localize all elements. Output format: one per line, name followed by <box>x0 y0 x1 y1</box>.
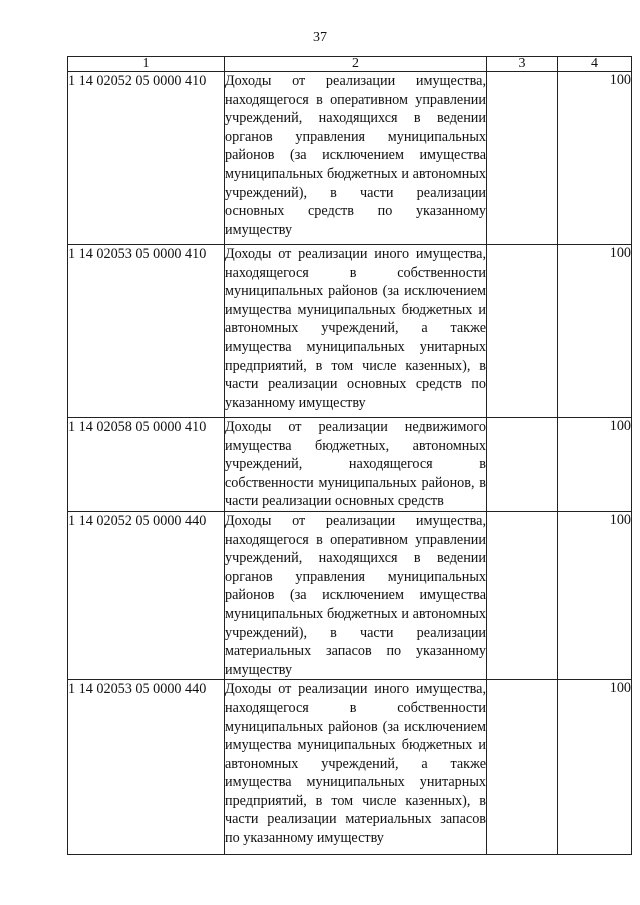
table-row <box>68 245 632 418</box>
row-col3 <box>487 418 558 512</box>
row-code: 1 14 02052 05 0000 440 <box>68 511 225 679</box>
header-col-3: 3 <box>487 57 558 72</box>
row-col3 <box>487 680 558 855</box>
header-col-2: 2 <box>225 57 487 72</box>
row-description: Доходы от реализации иного имущества, находящегося в собственности муниципальных районов (за исключением имущества муниципальных бюджетных и автономных учреждений, а также имущества муниципальных унитарных предприятий, в том числе казенных), в части реализации материальных запасов по указанному имуществу <box>225 680 487 855</box>
page-number: 37 <box>313 30 327 45</box>
row-col3 <box>487 72 558 245</box>
table-header-row <box>68 57 632 72</box>
row-description: Доходы от реализации имущества, находящегося в оперативном управлении учреждений, находящихся в ведении органов управления муниципальных районов (за исключением имущества муниципальных бюджетных и автономных учреждений), в части реализации основных средств по указанному имуществу <box>225 72 487 245</box>
header-col-1: 1 <box>68 57 225 72</box>
row-col3 <box>487 245 558 418</box>
table-row <box>68 72 632 245</box>
row-col3 <box>487 511 558 679</box>
row-code: 1 14 02052 05 0000 410 <box>68 72 225 245</box>
row-code: 1 14 02058 05 0000 410 <box>68 418 225 512</box>
row-code: 1 14 02053 05 0000 410 <box>68 245 225 418</box>
table-row <box>68 680 632 855</box>
row-code: 1 14 02053 05 0000 440 <box>68 680 225 855</box>
row-value: 100 <box>558 245 632 418</box>
row-description: Доходы от реализации имущества, находящегося в оперативном управлении учреждений, находящихся в ведении органов управления муниципальных районов (за исключением имущества муниципальных бюджетных и автономных учреждений), в части реализации материальных запасов по указанному имуществу <box>225 511 487 679</box>
row-value: 100 <box>558 680 632 855</box>
revenue-table <box>67 56 632 855</box>
row-description: Доходы от реализации недвижимого имущества бюджетных, автономных учреждений, находящегося в собственности муниципальных районов, в части реализации основных средств <box>225 418 487 512</box>
row-value: 100 <box>558 511 632 679</box>
table-row <box>68 511 632 679</box>
row-value: 100 <box>558 418 632 512</box>
row-description: Доходы от реализации иного имущества, находящегося в собственности муниципальных районов (за исключением имущества муниципальных бюджетных и автономных учреждений, а также имущества муниципальных унитарных предприятий, в том числе казенных), в части реализации основных средств по указанному имуществу <box>225 245 487 418</box>
header-col-4: 4 <box>558 57 632 72</box>
table-row <box>68 418 632 512</box>
row-value: 100 <box>558 72 632 245</box>
